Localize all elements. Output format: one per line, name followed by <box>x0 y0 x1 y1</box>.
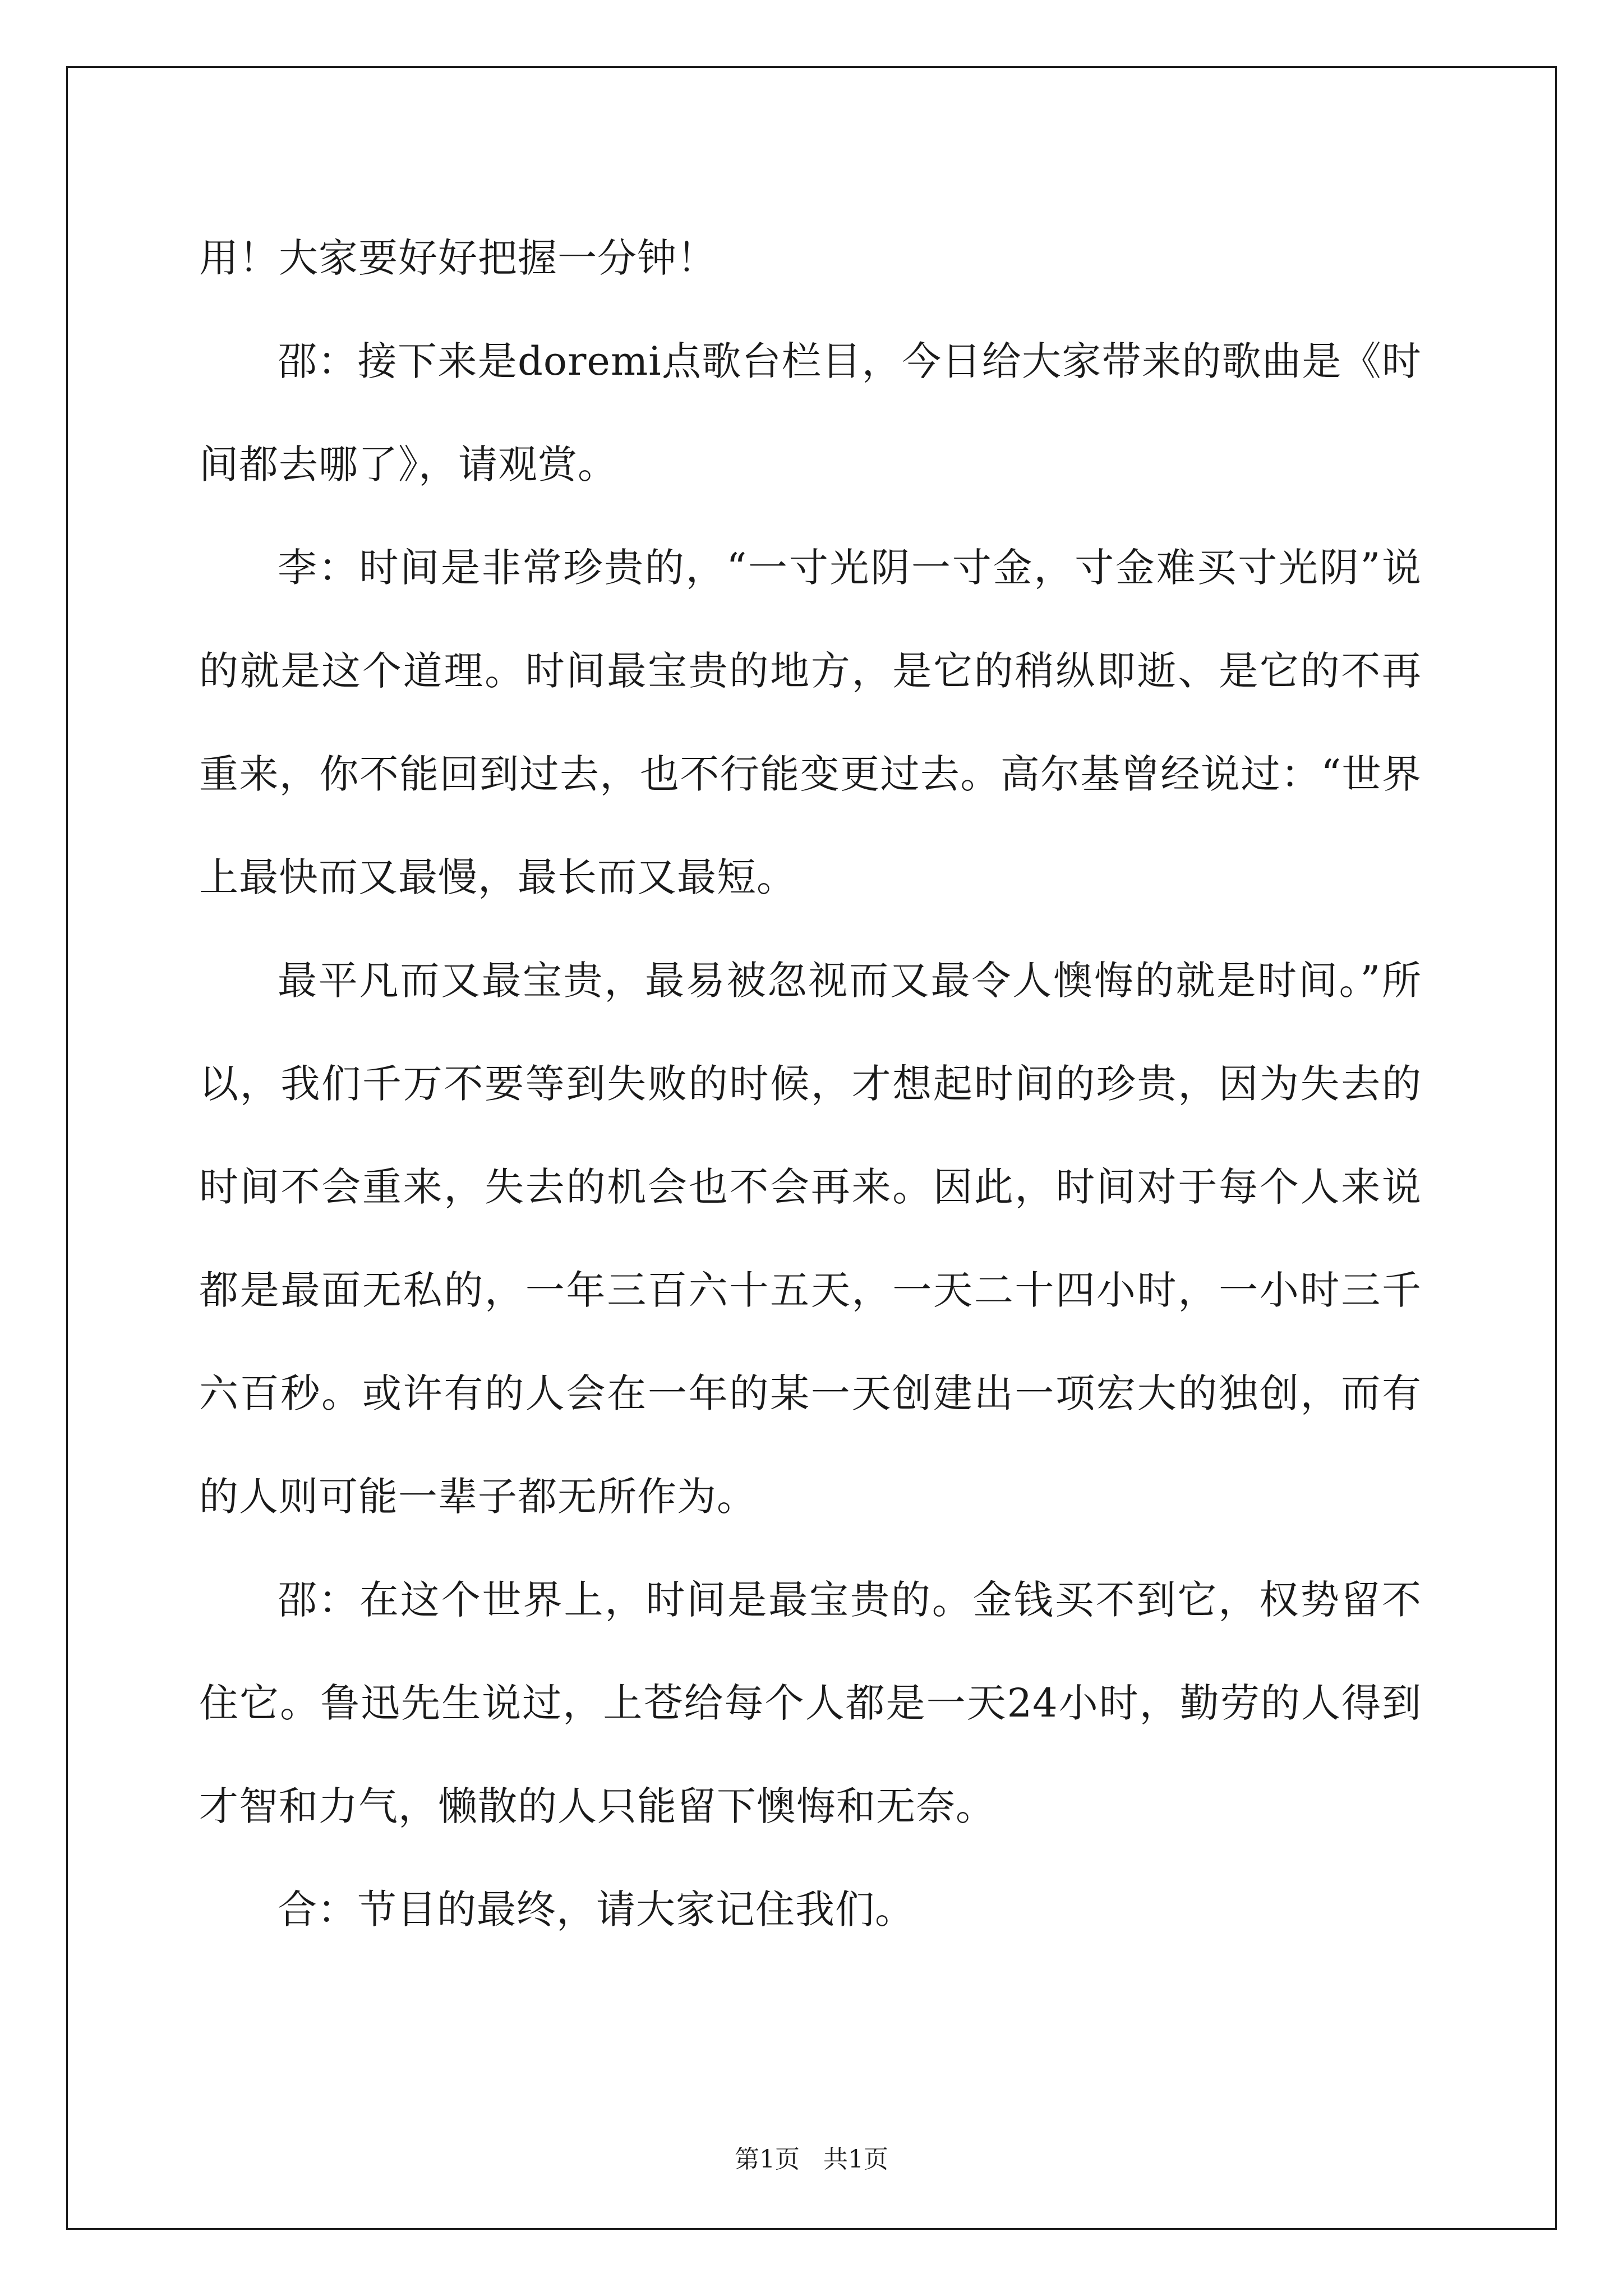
paragraph-2: 邵：接下来是doremi点歌台栏目，今日给大家带来的歌曲是《时间都去哪了》，请观赏。 <box>199 338 1422 487</box>
document-body <box>199 206 1422 1961</box>
page-number: 第1页 <box>735 2145 800 2174</box>
paragraph-3: 李：时间是非常珍贵的，“一寸光阴一寸金，寸金难买寸光阴”说的就是这个道理。时间最宝贵的地方，是它的稍纵即逝、是它的不再重来，你不能回到过去，也不行能变更过去。高尔基曾经说过：“世界上最快而又最慢，最长而又最短。 <box>199 545 1422 900</box>
paragraph-6: 合：节目的最终，请大家记住我们。 <box>278 1887 915 1932</box>
paragraph-5: 邵：在这个世界上，时间是最宝贵的。金钱买不到它，权势留不住它。鲁迅先生说过，上苍给每个人都是一天24小时，勤劳的人得到才智和力气，懒散的人只能留下懊悔和无奈。 <box>199 1577 1422 1829</box>
page-footer <box>0 2143 1623 2177</box>
footer-gap <box>800 2145 823 2174</box>
page-total: 共1页 <box>823 2145 888 2174</box>
paragraph-1: 用！大家要好好把握一分钟！ <box>199 235 717 281</box>
paragraph-4: 最平凡而又最宝贵，最易被忽视而又最令人懊悔的就是时间。”所以，我们千万不要等到失败的时候，才想起时间的珍贵，因为失去的时间不会重来，失去的机会也不会再来。因此，时间对于每个人来说都是最面无私的，一年三百六十五天，一天二十四小时，一小时三千六百秒。或许有的人会在一年的某一天创建出一项宏大的独创，而有的人则可能一辈子都无所作为。 <box>199 958 1422 1520</box>
